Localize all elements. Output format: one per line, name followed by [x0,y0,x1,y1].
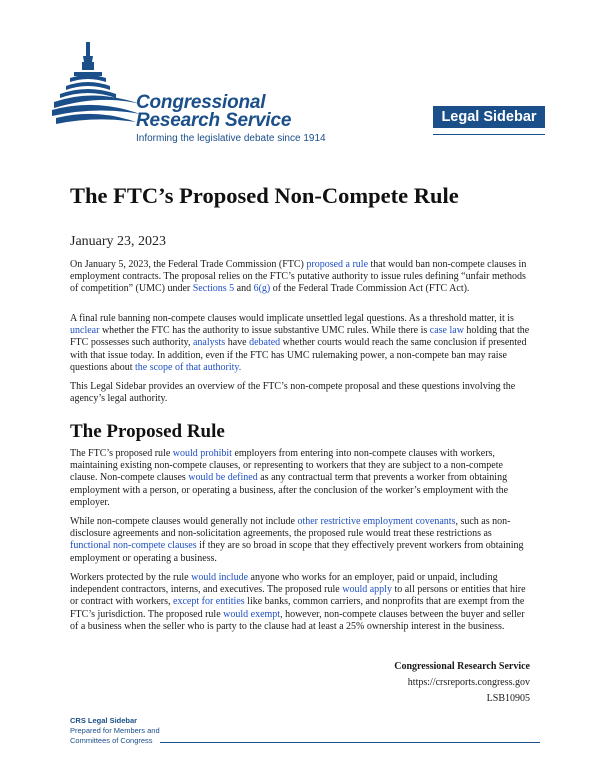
logo-line-2: Research Service [136,110,292,131]
paragraph-text: like banks, common carriers, and nonprofits that are exempt from the FTC’s jurisdiction. The proposed rule [70,596,525,620]
paragraph-text: The FTC’s proposed rule [70,448,173,459]
inline-link[interactable]: would prohibit [172,448,232,459]
footer-divider [160,742,540,743]
paragraph-text: holding that the FTC possesses such authority, [70,325,530,349]
paragraph-text: This Legal Sidebar provides an overview of the FTC’s non-compete proposal and these questions involving the agency’s legal authority. [70,381,516,405]
inline-link[interactable]: would be defined [188,472,258,484]
capitol-dome-icon [52,42,142,142]
paragraph-text: While non-compete clauses would generally not include [70,516,298,527]
page-footer [70,716,160,746]
section-heading: The Proposed Rule [70,421,225,442]
paragraph-text: as any contractual term that prevents a worker from obtaining employment with a person, or operating a business, after the conclusion of the worker’s employment with the employer. [70,472,509,508]
paragraph-text: , such as non-disclosure agreements and non-solicitation agreements, the proposed rule would treat these restrictions as [70,516,511,540]
intro-paragraph-2 [70,313,532,374]
paragraph-text: On January 5, 2023, the Federal Trade Commission (FTC) [70,259,307,270]
signature-id: LSB10905 [486,693,530,704]
inline-link[interactable]: would exempt [223,608,281,620]
inline-link[interactable]: the scope of that authority. [135,361,242,373]
paragraph-text: have [225,337,250,349]
inline-link[interactable]: case law [429,325,464,337]
paragraph-text: to all persons or entities that hire or contract with workers, [70,584,526,608]
inline-link[interactable]: Sections 5 [192,283,235,295]
footer-line-1: Prepared for Members and [70,726,160,735]
section-paragraph-3 [70,572,532,633]
section-paragraph-2 [70,516,532,565]
paragraph-text: Workers protected by the rule [70,572,192,583]
paragraph-text: A final rule banning non-compete clauses would implicate unsettled legal questions. As a threshold matter, it is [70,313,514,324]
publication-date: January 23, 2023 [70,234,167,249]
inline-link[interactable]: unclear [70,325,100,337]
footer-line-2: Committees of Congress [70,736,153,745]
intro-paragraph-3 [70,381,532,405]
inline-link[interactable]: debated [249,337,281,349]
legal-sidebar-badge: Legal Sidebar [433,106,545,128]
paragraph-text: , however, non-compete clauses between the buyer and seller of a business when the seller who is party to the clause had at least a 25% ownership interest in the business. [70,608,525,632]
paragraph-text: if they are so broad in scope that they effectively prevent workers from obtaining employment or operating a business. [70,540,524,564]
signature-org: Congressional Research Service [394,661,530,672]
inline-link[interactable]: proposed a rule [306,259,369,270]
logo-line-1: Congressional [136,92,266,113]
intro-paragraph-1 [70,259,532,296]
inline-link[interactable]: except for entities [173,596,245,608]
inline-link[interactable]: would apply [342,584,392,596]
paragraph-text: and [234,283,254,295]
page-title: The FTC’s Proposed Non-Compete Rule [70,183,459,208]
paragraph-text: anyone who works for an employer, paid or unpaid, including independent contractors, interns, and executives. The proposed rule [70,572,498,596]
paragraph-text: employers from entering into non-compete clauses with workers, maintaining existing non-compete clauses, or representing to workers that they are subject to a non-compete clause. Non-compete clauses [70,448,503,484]
paragraph-text: that would ban non-compete clauses in employment contracts. The proposal relies on the FTC’s putative authority to issue rules defining “unfair methods of competition” (UMC) under [70,259,527,295]
inline-link[interactable]: would include [191,572,249,583]
logo-tagline: Informing the legislative debate since 1914 [136,133,326,144]
crs-logo [136,94,326,144]
paragraph-text: whether the FTC has the authority to issue substantive UMC rules. While there is [99,325,430,337]
section-paragraph-1 [70,448,532,509]
footer-title: CRS Legal Sidebar [70,716,138,725]
inline-link[interactable]: analysts [192,337,226,349]
paragraph-text: whether courts would reach the same conclusion if presented with that issue today. In addition, even if the FTC has UMC rulemaking power, a non-compete ban may raise questions about [70,337,527,373]
inline-link[interactable]: 6(g) [253,283,271,295]
header-divider [433,134,545,135]
inline-link[interactable]: functional non-compete clauses [70,540,197,552]
inline-link[interactable]: other restrictive employment covenants [297,516,456,527]
signature-url[interactable]: https://crsreports.congress.gov [407,677,530,688]
page-header [0,0,600,160]
paragraph-text: of the Federal Trade Commission Act (FTC Act). [270,283,470,295]
